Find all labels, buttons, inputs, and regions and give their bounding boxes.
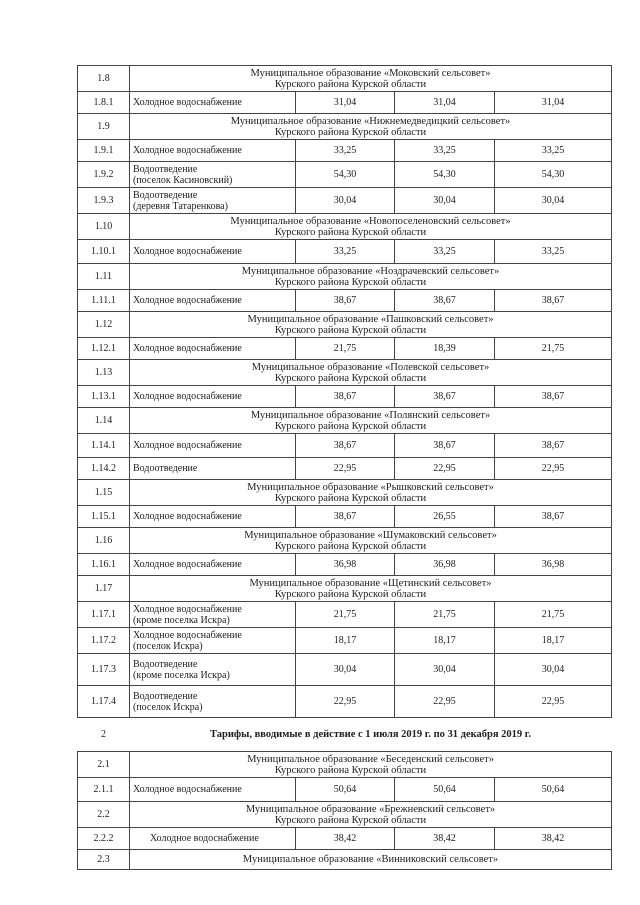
service-type: Холодное водоснабжение xyxy=(133,629,242,641)
row-number: 2.1 xyxy=(78,752,130,778)
table-row xyxy=(78,162,612,188)
municipality-name: Муниципальное образование «Полянский сельсовет» xyxy=(250,409,491,421)
service-location: (деревня Татаренкова) xyxy=(133,200,228,212)
municipality-name: Муниципальное образование «Ноздрачевский сельсовет» xyxy=(241,265,500,277)
municipality-name: Муниципальное образование «Щетинский сельсовет» xyxy=(249,577,492,589)
tariff-value-3: 18,17 xyxy=(495,628,612,654)
period-heading: Тарифы, вводимые в действие с 1 июля 2019 г. по 31 декабря 2019 г. xyxy=(130,718,612,752)
municipality-district: Курского района Курской области xyxy=(274,540,427,552)
tariff-value-1: 38,67 xyxy=(296,506,395,528)
service-type: Холодное водоснабжение xyxy=(133,391,242,402)
tariff-value-1: 18,17 xyxy=(296,628,395,654)
tariff-value-3: 36,98 xyxy=(495,554,612,576)
service-location: (кроме поселка Искра) xyxy=(133,614,230,626)
tariff-value-2: 33,25 xyxy=(395,240,495,264)
service-name xyxy=(130,240,296,264)
tariff-value-2: 30,04 xyxy=(395,654,495,686)
table-row xyxy=(78,188,612,214)
service-type: Холодное водоснабжение xyxy=(133,559,242,570)
municipality-district: Курского района Курской области xyxy=(274,814,427,826)
section-row xyxy=(78,752,612,778)
table-row xyxy=(78,92,612,114)
row-number: 1.9.3 xyxy=(78,188,130,214)
row-number: 1.12.1 xyxy=(78,338,130,360)
service-type: Холодное водоснабжение xyxy=(133,511,242,522)
row-number: 1.17.2 xyxy=(78,628,130,654)
section-row xyxy=(78,850,612,870)
table-row xyxy=(78,778,612,802)
row-number: 1.13 xyxy=(78,360,130,386)
row-number: 1.16 xyxy=(78,528,130,554)
service-type: Водоотведение xyxy=(133,690,198,702)
tariff-value-3: 38,67 xyxy=(495,386,612,408)
tariff-value-2: 22,95 xyxy=(395,458,495,480)
tariff-value-3: 38,67 xyxy=(495,506,612,528)
row-number: 1.14.1 xyxy=(78,434,130,458)
row-number: 1.17.1 xyxy=(78,602,130,628)
service-location: (поселок Касиновский) xyxy=(133,174,233,186)
service-name xyxy=(130,554,296,576)
table-row xyxy=(78,434,612,458)
tariff-value-1: 36,98 xyxy=(296,554,395,576)
municipality-district: Курского района Курской области xyxy=(274,764,427,776)
municipality-title xyxy=(130,214,612,240)
municipality-title xyxy=(130,114,612,140)
tariff-value-2: 54,30 xyxy=(395,162,495,188)
municipality-district: Курского района Курской области xyxy=(274,226,427,238)
service-location: (поселок Искра) xyxy=(133,701,203,713)
tariff-value-2: 18,17 xyxy=(395,628,495,654)
service-name xyxy=(130,434,296,458)
municipality-district: Курского района Курской области xyxy=(274,78,427,90)
table-row xyxy=(78,140,612,162)
row-number: 1.12 xyxy=(78,312,130,338)
municipality-district: Курского района Курской области xyxy=(274,126,427,138)
municipality-title xyxy=(130,264,612,290)
tariff-value-1: 33,25 xyxy=(296,140,395,162)
tariff-value-3: 33,25 xyxy=(495,140,612,162)
service-name xyxy=(130,828,296,850)
tariff-value-1: 31,04 xyxy=(296,92,395,114)
tariff-value-3: 54,30 xyxy=(495,162,612,188)
tariff-value-2: 36,98 xyxy=(395,554,495,576)
service-type: Водоотведение xyxy=(133,189,198,201)
service-type: Холодное водоснабжение xyxy=(133,603,242,615)
municipality-title xyxy=(130,850,612,870)
section-row xyxy=(78,312,612,338)
tariff-value-2: 38,67 xyxy=(395,386,495,408)
service-name xyxy=(130,338,296,360)
tariff-value-1: 38,67 xyxy=(296,290,395,312)
municipality-title xyxy=(130,312,612,338)
section-row xyxy=(78,528,612,554)
section-row xyxy=(78,360,612,386)
municipality-title xyxy=(130,408,612,434)
service-name xyxy=(130,602,296,628)
tariff-value-1: 38,42 xyxy=(296,828,395,850)
table-row xyxy=(78,240,612,264)
row-number: 1.14 xyxy=(78,408,130,434)
table-row xyxy=(78,602,612,628)
service-name xyxy=(130,778,296,802)
municipality-district: Курского района Курской области xyxy=(274,420,427,432)
service-type: Холодное водоснабжение xyxy=(133,295,242,306)
service-name xyxy=(130,458,296,480)
service-name xyxy=(130,290,296,312)
section-row xyxy=(78,114,612,140)
service-type: Холодное водоснабжение xyxy=(150,833,259,844)
municipality-name: Муниципальное образование «Нижнемедведицкий сельсовет» xyxy=(230,115,511,127)
section-row xyxy=(78,66,612,92)
service-name xyxy=(130,654,296,686)
table-row xyxy=(78,686,612,718)
tariff-value-3: 21,75 xyxy=(495,602,612,628)
tariff-value-1: 21,75 xyxy=(296,602,395,628)
tariff-value-2: 38,67 xyxy=(395,434,495,458)
service-name xyxy=(130,92,296,114)
tariff-value-2: 21,75 xyxy=(395,602,495,628)
tariff-value-1: 33,25 xyxy=(296,240,395,264)
service-name xyxy=(130,386,296,408)
municipality-name: Муниципальное образование «Шумаковский сельсовет» xyxy=(244,529,497,541)
tariff-value-1: 30,04 xyxy=(296,188,395,214)
municipality-name: Муниципальное образование «Пашковский сельсовет» xyxy=(247,313,494,325)
service-name xyxy=(130,628,296,654)
service-type: Холодное водоснабжение xyxy=(133,97,242,108)
row-number: 1.10 xyxy=(78,214,130,240)
service-name xyxy=(130,140,296,162)
row-number: 1.10.1 xyxy=(78,240,130,264)
tariff-value-2: 50,64 xyxy=(395,778,495,802)
table-row xyxy=(78,628,612,654)
tariff-value-1: 22,95 xyxy=(296,458,395,480)
tariff-value-2: 38,67 xyxy=(395,290,495,312)
tariff-value-1: 30,04 xyxy=(296,654,395,686)
row-number: 1.9.2 xyxy=(78,162,130,188)
tariff-table-body xyxy=(78,66,612,870)
table-row xyxy=(78,338,612,360)
municipality-district: Курского района Курской области xyxy=(274,276,427,288)
tariff-value-2: 30,04 xyxy=(395,188,495,214)
section-row xyxy=(78,214,612,240)
tariff-value-2: 31,04 xyxy=(395,92,495,114)
municipality-name: Муниципальное образование «Новопоселеновский сельсовет» xyxy=(230,215,511,227)
municipality-name: Муниципальное образование «Винниковский сельсовет» xyxy=(242,854,499,865)
table-row xyxy=(78,458,612,480)
row-number: 1.11.1 xyxy=(78,290,130,312)
tariff-value-3: 22,95 xyxy=(495,458,612,480)
municipality-title xyxy=(130,752,612,778)
municipality-name: Муниципальное образование «Брежневский сельсовет» xyxy=(245,803,496,815)
tariff-value-3: 30,04 xyxy=(495,654,612,686)
tariff-value-1: 50,64 xyxy=(296,778,395,802)
tariff-value-1: 21,75 xyxy=(296,338,395,360)
service-name xyxy=(130,686,296,718)
row-number: 1.9 xyxy=(78,114,130,140)
tariff-value-3: 22,95 xyxy=(495,686,612,718)
tariff-value-3: 21,75 xyxy=(495,338,612,360)
service-type: Холодное водоснабжение xyxy=(133,440,242,451)
service-type: Водоотведение xyxy=(133,463,198,474)
table-row xyxy=(78,654,612,686)
municipality-name: Муниципальное образование «Моковский сельсовет» xyxy=(250,67,491,79)
tariff-value-3: 50,64 xyxy=(495,778,612,802)
tariff-value-2: 18,39 xyxy=(395,338,495,360)
service-type: Холодное водоснабжение xyxy=(133,343,242,354)
service-type: Водоотведение xyxy=(133,163,198,175)
service-location: (поселок Искра) xyxy=(133,640,203,652)
municipality-district: Курского района Курской области xyxy=(274,588,427,600)
row-number: 1.14.2 xyxy=(78,458,130,480)
row-number: 1.17.3 xyxy=(78,654,130,686)
municipality-title xyxy=(130,576,612,602)
municipality-district: Курского района Курской области xyxy=(274,492,427,504)
row-number: 1.8.1 xyxy=(78,92,130,114)
municipality-title xyxy=(130,66,612,92)
section-row xyxy=(78,576,612,602)
row-number: 2.2.2 xyxy=(78,828,130,850)
row-number: 1.15.1 xyxy=(78,506,130,528)
municipality-title xyxy=(130,802,612,828)
tariff-value-1: 38,67 xyxy=(296,386,395,408)
table-row xyxy=(78,506,612,528)
section-heading-row xyxy=(78,718,612,752)
tariff-value-3: 33,25 xyxy=(495,240,612,264)
row-number: 1.17.4 xyxy=(78,686,130,718)
service-name xyxy=(130,506,296,528)
row-number: 1.11 xyxy=(78,264,130,290)
tariff-value-3: 38,67 xyxy=(495,290,612,312)
service-type: Холодное водоснабжение xyxy=(133,246,242,257)
tariff-value-3: 30,04 xyxy=(495,188,612,214)
tariff-value-2: 22,95 xyxy=(395,686,495,718)
tariff-value-3: 31,04 xyxy=(495,92,612,114)
tariff-value-1: 22,95 xyxy=(296,686,395,718)
section-row xyxy=(78,408,612,434)
municipality-name: Муниципальное образование «Рышковский сельсовет» xyxy=(247,481,494,493)
tariff-value-3: 38,42 xyxy=(495,828,612,850)
row-number: 2.3 xyxy=(78,850,130,870)
tariff-value-2: 33,25 xyxy=(395,140,495,162)
tariff-value-1: 54,30 xyxy=(296,162,395,188)
service-type: Холодное водоснабжение xyxy=(133,784,242,795)
service-type: Водоотведение xyxy=(133,658,198,670)
row-number: 1.8 xyxy=(78,66,130,92)
municipality-district: Курского района Курской области xyxy=(274,324,427,336)
table-row xyxy=(78,828,612,850)
row-number: 1.13.1 xyxy=(78,386,130,408)
service-name xyxy=(130,188,296,214)
tariff-value-3: 38,67 xyxy=(495,434,612,458)
row-number: 1.15 xyxy=(78,480,130,506)
tariff-table xyxy=(77,65,612,870)
row-number: 2 xyxy=(78,718,130,752)
section-row xyxy=(78,802,612,828)
municipality-name: Муниципальное образование «Полевской сельсовет» xyxy=(251,361,490,373)
section-row xyxy=(78,264,612,290)
service-name xyxy=(130,162,296,188)
municipality-title xyxy=(130,528,612,554)
table-row xyxy=(78,554,612,576)
municipality-district: Курского района Курской области xyxy=(274,372,427,384)
row-number: 2.1.1 xyxy=(78,778,130,802)
municipality-title xyxy=(130,480,612,506)
tariff-value-2: 26,55 xyxy=(395,506,495,528)
row-number: 2.2 xyxy=(78,802,130,828)
service-location: (кроме поселка Искра) xyxy=(133,669,230,681)
row-number: 1.16.1 xyxy=(78,554,130,576)
table-row xyxy=(78,290,612,312)
row-number: 1.17 xyxy=(78,576,130,602)
table-row xyxy=(78,386,612,408)
tariff-value-1: 38,67 xyxy=(296,434,395,458)
service-type: Холодное водоснабжение xyxy=(133,145,242,156)
section-row xyxy=(78,480,612,506)
municipality-title xyxy=(130,360,612,386)
municipality-name: Муниципальное образование «Беседенский сельсовет» xyxy=(247,753,494,765)
tariff-value-2: 38,42 xyxy=(395,828,495,850)
row-number: 1.9.1 xyxy=(78,140,130,162)
